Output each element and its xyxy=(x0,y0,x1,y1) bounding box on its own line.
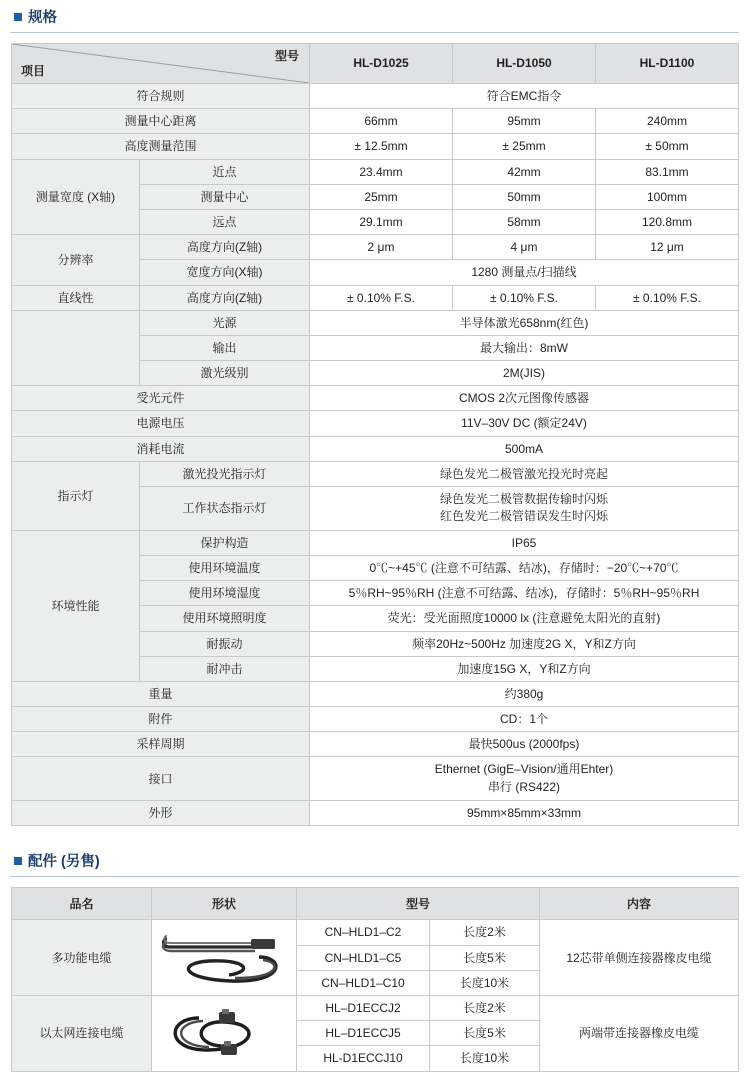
accessory-section-title: 配件 (另售) xyxy=(28,854,100,871)
accessory-content-ethernet-cable: 两端带连接器橡皮电缆 xyxy=(540,996,739,1072)
cell-laser-indicator: 绿色发光二极管激光投光时亮起 xyxy=(310,461,739,486)
cell-output: 最大输出：8mW xyxy=(310,335,739,360)
cell-weight: 约380g xyxy=(310,681,739,706)
row-label-resolution-z: 高度方向(Z轴) xyxy=(140,235,310,260)
table-row xyxy=(12,681,739,706)
cell-temperature: 0℃~+45℃ (注意不可结露、结冰)，存储时：−20℃~+70℃ xyxy=(310,555,739,580)
accessory-table xyxy=(11,887,739,1071)
row-label-interface: 接口 xyxy=(12,757,310,801)
cell-res-z-2: 4 μm xyxy=(453,235,596,260)
cell-status-indicator xyxy=(310,487,739,531)
cell-accessory: CD：1个 xyxy=(310,707,739,732)
cell-res-z-1: 2 μm xyxy=(310,235,453,260)
row-value-comply: 符合EMC指令 xyxy=(310,84,739,109)
cell-near-3: 83.1mm xyxy=(596,159,739,184)
cell-center-distance-3: 240mm xyxy=(596,109,739,134)
spec-section-heading xyxy=(10,0,739,33)
table-row xyxy=(12,757,739,801)
cell-far-1: 29.1mm xyxy=(310,209,453,234)
spec-section-title: 规格 xyxy=(28,10,57,26)
group-label-linearity: 直线性 xyxy=(12,285,140,310)
group-label-measure-width: 测量宽度 (X轴) xyxy=(12,159,140,235)
accessory-length: 长度5米 xyxy=(430,1021,540,1046)
cell-res-x: 1280 测量点/扫描线 xyxy=(310,260,739,285)
accessory-content-multi-cable: 12芯带单侧连接器橡皮电缆 xyxy=(540,920,739,996)
row-label-protection: 保护构造 xyxy=(140,530,310,555)
cell-voltage: 11V–30V DC (额定24V) xyxy=(310,411,739,436)
row-label-accessory: 附件 xyxy=(12,707,310,732)
accessory-model: HL–D1ECCJ2 xyxy=(297,996,430,1021)
accessory-model: CN–HLD1–C2 xyxy=(297,920,430,945)
row-label-humidity: 使用环境湿度 xyxy=(140,581,310,606)
table-row xyxy=(12,801,739,826)
row-label-far-point: 远点 xyxy=(140,209,310,234)
table-row xyxy=(12,411,739,436)
table-row xyxy=(12,386,739,411)
interface-line-1: Ethernet (GigE–Vision/通用Ehter) xyxy=(434,762,614,777)
cell-protection: IP65 xyxy=(310,530,739,555)
cell-lin-z-1: ± 0.10% F.S. xyxy=(310,285,453,310)
cell-vibration: 频率20Hz~500Hz 加速度2G X，Y和Z方向 xyxy=(310,631,739,656)
table-row xyxy=(12,707,739,732)
cell-center-distance-1: 66mm xyxy=(310,109,453,134)
specification-table xyxy=(11,43,739,826)
row-label-temperature: 使用环境温度 xyxy=(140,555,310,580)
cell-laser-class: 2M(JIS) xyxy=(310,361,739,386)
group-label-environment: 环境性能 xyxy=(12,530,140,681)
ethernet-cable-shape xyxy=(159,1004,289,1062)
accessory-length: 长度10米 xyxy=(430,970,540,995)
accessory-header-content: 内容 xyxy=(540,888,739,920)
accessory-model: CN–HLD1–C10 xyxy=(297,970,430,995)
accessory-name-ethernet-cable: 以太网连接电缆 xyxy=(12,996,152,1072)
table-row xyxy=(12,159,739,184)
accessory-model: HL-D1ECCJ10 xyxy=(297,1046,430,1071)
square-bullet-icon xyxy=(14,13,22,21)
row-label-illuminance: 使用环境照明度 xyxy=(140,606,310,631)
corner-row-label: 项目 xyxy=(21,63,46,78)
row-label-near-point: 近点 xyxy=(140,159,310,184)
table-row xyxy=(12,235,739,260)
cell-height-range-1: ± 12.5mm xyxy=(310,134,453,159)
multi-cable-shape xyxy=(159,927,289,989)
cell-near-1: 23.4mm xyxy=(310,159,453,184)
corner-header-cell xyxy=(12,44,310,84)
row-label-current: 消耗电流 xyxy=(12,436,310,461)
row-label-shock: 耐冲击 xyxy=(140,656,310,681)
row-label-laser-indicator: 激光投光指示灯 xyxy=(140,461,310,486)
row-label-measure-center: 测量中心 xyxy=(140,184,310,209)
row-label-center-distance: 测量中心距离 xyxy=(12,109,310,134)
accessory-length: 长度2米 xyxy=(430,996,540,1021)
table-row xyxy=(12,461,739,486)
row-label-voltage: 电源电压 xyxy=(12,411,310,436)
accessory-length: 长度5米 xyxy=(430,945,540,970)
model-header-1: HL-D1025 xyxy=(310,44,453,84)
table-row xyxy=(12,84,739,109)
row-label-comply: 符合规则 xyxy=(12,84,310,109)
table-row xyxy=(12,732,739,757)
group-label-light-source-block xyxy=(12,310,140,386)
cell-far-3: 120.8mm xyxy=(596,209,739,234)
table-row xyxy=(12,109,739,134)
group-label-resolution: 分辨率 xyxy=(12,235,140,285)
row-label-dimension: 外形 xyxy=(12,801,310,826)
cell-light-source: 半导体激光658nm(红色) xyxy=(310,310,739,335)
row-label-receiver: 受光元件 xyxy=(12,386,310,411)
row-label-output: 输出 xyxy=(140,335,310,360)
cell-sampling: 最快500us (2000fps) xyxy=(310,732,739,757)
cell-near-2: 42mm xyxy=(453,159,596,184)
cell-res-z-3: 12 μm xyxy=(596,235,739,260)
diagonal-line-icon xyxy=(12,44,309,83)
row-label-sampling: 采样周期 xyxy=(12,732,310,757)
cell-height-range-3: ± 50mm xyxy=(596,134,739,159)
accessory-length: 长度10米 xyxy=(430,1046,540,1071)
accessory-header-shape: 形状 xyxy=(152,888,297,920)
model-header-2: HL-D1050 xyxy=(453,44,596,84)
row-label-laser-class: 激光级别 xyxy=(140,361,310,386)
accessory-model: HL–D1ECCJ5 xyxy=(297,1021,430,1046)
row-label-vibration: 耐振动 xyxy=(140,631,310,656)
table-header-row xyxy=(12,44,739,84)
accessory-header-row xyxy=(12,888,739,920)
cell-humidity: 5％RH~95％RH (注意不可结露、结冰)，存储时：5％RH~95％RH xyxy=(310,581,739,606)
cell-lin-z-3: ± 0.10% F.S. xyxy=(596,285,739,310)
interface-line-2: 串行 (RS422) xyxy=(487,779,561,794)
cell-height-range-2: ± 25mm xyxy=(453,134,596,159)
cell-dimension: 95mm×85mm×33mm xyxy=(310,801,739,826)
accessory-header-model: 型号 xyxy=(297,888,540,920)
table-row xyxy=(12,530,739,555)
cell-receiver: CMOS 2次元图像传感器 xyxy=(310,386,739,411)
row-label-resolution-x: 宽度方向(X轴) xyxy=(140,260,310,285)
cell-center-distance-2: 95mm xyxy=(453,109,596,134)
cell-illuminance: 荧光：受光面照度10000 lx (注意避免太阳光的直射) xyxy=(310,606,739,631)
corner-col-label: 型号 xyxy=(274,49,299,63)
accessory-model: CN–HLD1–C5 xyxy=(297,945,430,970)
row-label-linearity-z: 高度方向(Z轴) xyxy=(140,285,310,310)
table-row xyxy=(12,285,739,310)
cell-center-3: 100mm xyxy=(596,184,739,209)
cell-interface xyxy=(310,757,739,801)
accessory-header-name: 品名 xyxy=(12,888,152,920)
row-label-light-source: 光源 xyxy=(140,310,310,335)
table-row xyxy=(12,310,739,335)
status-indicator-line-1: 绿色发光二极管数据传输时闪烁 xyxy=(439,492,608,506)
cell-current: 500mA xyxy=(310,436,739,461)
table-row xyxy=(12,920,739,945)
table-row xyxy=(12,996,739,1021)
row-label-status-indicator: 工作状态指示灯 xyxy=(140,487,310,531)
table-row xyxy=(12,134,739,159)
group-label-indicator: 指示灯 xyxy=(12,461,140,530)
multi-cable-icon xyxy=(152,920,297,996)
ethernet-cable-icon xyxy=(152,996,297,1072)
cell-center-2: 50mm xyxy=(453,184,596,209)
cell-center-1: 25mm xyxy=(310,184,453,209)
square-bullet-icon xyxy=(14,857,22,865)
cell-shock: 加速度15G X，Y和Z方向 xyxy=(310,656,739,681)
cell-far-2: 58mm xyxy=(453,209,596,234)
accessory-name-multi-cable: 多功能电缆 xyxy=(12,920,152,996)
status-indicator-line-2: 红色发光二极管错误发生时闪烁 xyxy=(439,509,608,524)
row-label-height-range: 高度测量范围 xyxy=(12,134,310,159)
table-row xyxy=(12,436,739,461)
accessory-length: 长度2米 xyxy=(430,920,540,945)
accessory-section-heading xyxy=(10,844,739,877)
cell-lin-z-2: ± 0.10% F.S. xyxy=(453,285,596,310)
model-header-3: HL-D1100 xyxy=(596,44,739,84)
row-label-weight: 重量 xyxy=(12,681,310,706)
